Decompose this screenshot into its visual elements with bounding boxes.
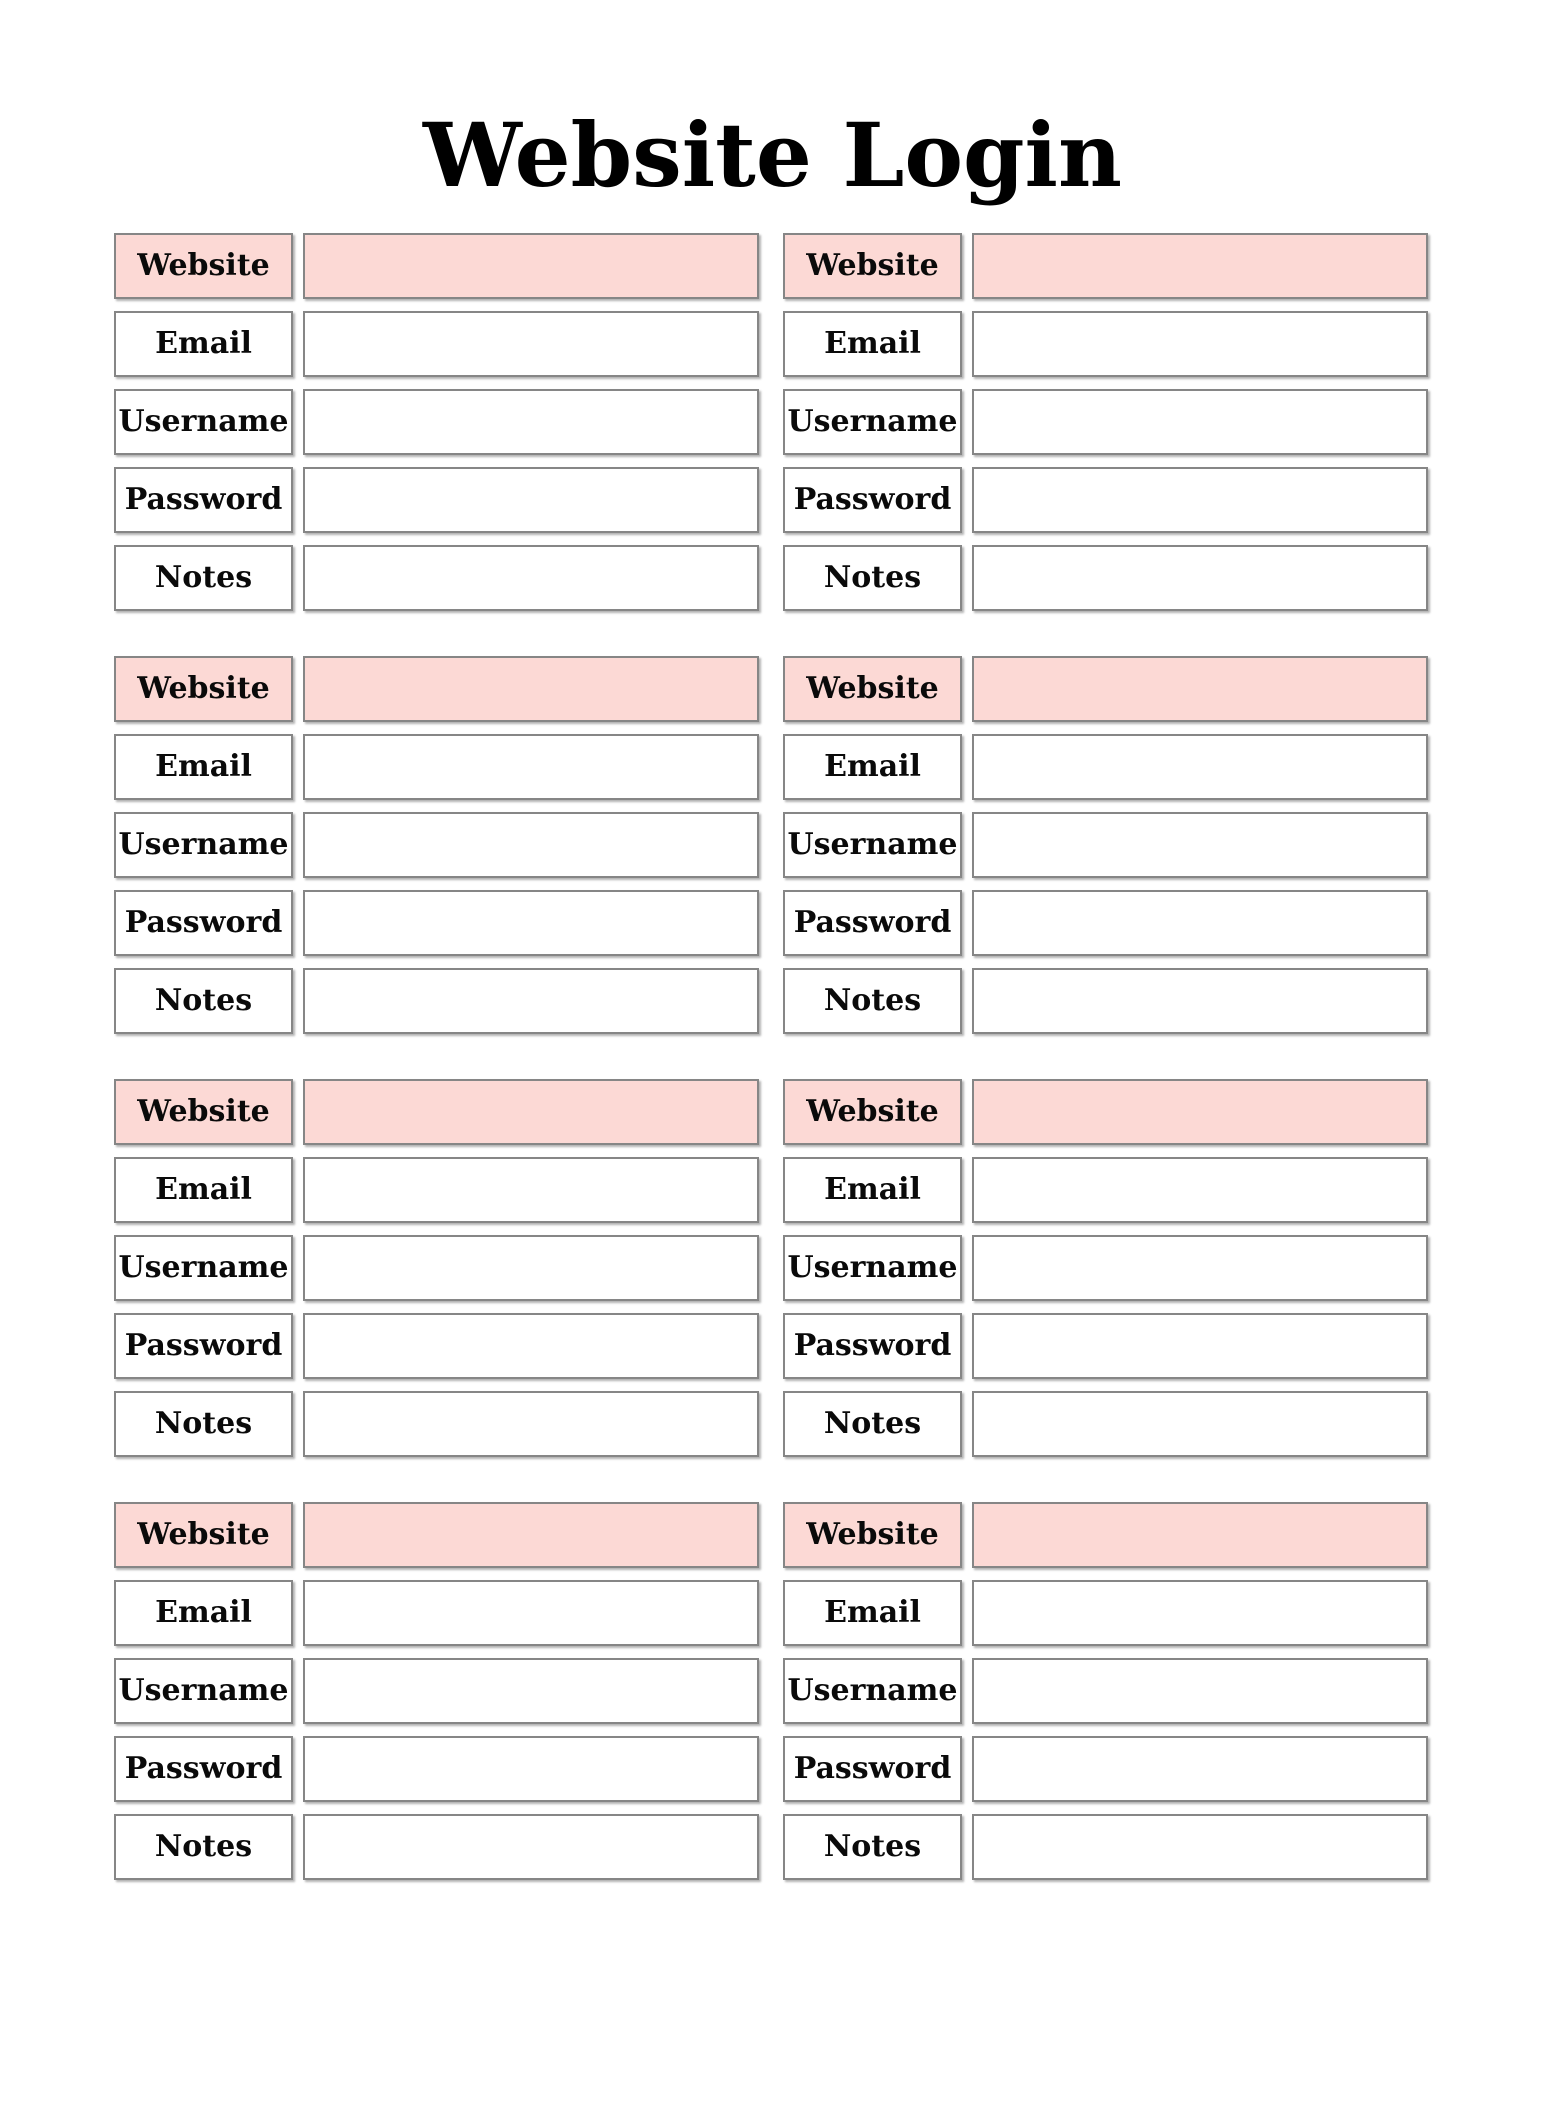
notes-input[interactable] [972, 968, 1428, 1034]
email-input[interactable] [303, 1157, 759, 1223]
website-input[interactable] [972, 233, 1428, 299]
password-input[interactable] [972, 1313, 1428, 1379]
username-label-text: Username [787, 1673, 958, 1709]
website-field-row [114, 1079, 759, 1145]
username-label-text: Username [118, 827, 289, 863]
email-field-row [114, 734, 759, 800]
username-input[interactable] [303, 812, 759, 878]
password-input[interactable] [303, 1313, 759, 1379]
website-input[interactable] [303, 1079, 759, 1145]
website-label [783, 233, 962, 299]
notes-field-row [114, 545, 759, 611]
website-field-row [783, 233, 1428, 299]
password-field-row [783, 1313, 1428, 1379]
notes-input[interactable] [303, 968, 759, 1034]
website-label-text: Website [806, 1517, 939, 1553]
website-input[interactable] [972, 656, 1428, 722]
login-entry-block [783, 656, 1428, 1034]
email-input[interactable] [972, 1580, 1428, 1646]
website-label [114, 233, 293, 299]
username-label-text: Username [118, 404, 289, 440]
website-field-row [114, 233, 759, 299]
password-label [783, 890, 962, 956]
username-label [783, 389, 962, 455]
login-entry-block [783, 1079, 1428, 1457]
username-input[interactable] [972, 389, 1428, 455]
notes-label-text: Notes [823, 983, 922, 1019]
login-entry-block [114, 233, 759, 611]
password-label-text: Password [793, 1328, 952, 1364]
website-field-row [783, 1502, 1428, 1568]
password-field-row [114, 467, 759, 533]
notes-label-text: Notes [823, 1406, 922, 1442]
password-input[interactable] [303, 1736, 759, 1802]
notes-label-text: Notes [154, 1829, 253, 1865]
username-input[interactable] [303, 1658, 759, 1724]
password-label [783, 1736, 962, 1802]
username-label [783, 812, 962, 878]
notes-label-text: Notes [154, 1406, 253, 1442]
password-label-text: Password [793, 482, 952, 518]
password-field-row [783, 467, 1428, 533]
notes-input[interactable] [972, 1814, 1428, 1880]
email-label [783, 734, 962, 800]
page-title: Website Login [423, 103, 1122, 207]
notes-input[interactable] [303, 1814, 759, 1880]
notes-field-row [783, 1814, 1428, 1880]
notes-input[interactable] [303, 545, 759, 611]
notes-label [783, 545, 962, 611]
notes-label [114, 545, 293, 611]
email-input[interactable] [303, 734, 759, 800]
password-label [114, 890, 293, 956]
password-label [783, 1313, 962, 1379]
email-label [114, 734, 293, 800]
email-field-row [114, 1580, 759, 1646]
notes-field-row [783, 545, 1428, 611]
username-field-row [783, 812, 1428, 878]
password-field-row [114, 890, 759, 956]
email-label [783, 1580, 962, 1646]
website-label [783, 656, 962, 722]
username-input[interactable] [972, 812, 1428, 878]
email-label-text: Email [824, 749, 921, 785]
email-input[interactable] [972, 311, 1428, 377]
username-label [114, 389, 293, 455]
notes-field-row [114, 968, 759, 1034]
username-label-text: Username [787, 404, 958, 440]
username-field-row [783, 1658, 1428, 1724]
notes-field-row [783, 968, 1428, 1034]
notes-label [783, 1391, 962, 1457]
password-label-text: Password [124, 482, 283, 518]
username-field-row [114, 1658, 759, 1724]
notes-label [114, 968, 293, 1034]
password-label [114, 1313, 293, 1379]
website-label-text: Website [137, 1517, 270, 1553]
username-field-row [783, 1235, 1428, 1301]
website-field-row [783, 1079, 1428, 1145]
website-field-row [114, 1502, 759, 1568]
password-label-text: Password [124, 905, 283, 941]
email-label-text: Email [155, 749, 252, 785]
email-field-row [783, 734, 1428, 800]
email-label-text: Email [824, 1172, 921, 1208]
email-label-text: Email [155, 1595, 252, 1631]
website-input[interactable] [303, 1502, 759, 1568]
username-input[interactable] [303, 1235, 759, 1301]
email-field-row [783, 1157, 1428, 1223]
email-input[interactable] [972, 1157, 1428, 1223]
username-field-row [114, 812, 759, 878]
email-label [114, 1580, 293, 1646]
website-field-row [783, 656, 1428, 722]
username-label [114, 812, 293, 878]
password-input[interactable] [972, 1736, 1428, 1802]
email-input[interactable] [972, 734, 1428, 800]
password-input[interactable] [972, 467, 1428, 533]
username-label [114, 1235, 293, 1301]
username-input[interactable] [972, 1235, 1428, 1301]
login-entry-block [783, 233, 1428, 611]
website-label-text: Website [806, 1094, 939, 1130]
email-input[interactable] [303, 311, 759, 377]
password-input[interactable] [972, 890, 1428, 956]
email-label-text: Email [155, 1172, 252, 1208]
email-field-row [114, 1157, 759, 1223]
password-label [783, 467, 962, 533]
username-label-text: Username [787, 827, 958, 863]
email-label-text: Email [824, 326, 921, 362]
username-label [783, 1235, 962, 1301]
website-label-text: Website [806, 671, 939, 707]
email-input[interactable] [303, 1580, 759, 1646]
password-label [114, 1736, 293, 1802]
password-label-text: Password [124, 1328, 283, 1364]
website-input[interactable] [972, 1502, 1428, 1568]
website-label-text: Website [137, 1094, 270, 1130]
password-field-row [114, 1736, 759, 1802]
password-label-text: Password [793, 1751, 952, 1787]
email-field-row [783, 311, 1428, 377]
website-input[interactable] [303, 656, 759, 722]
email-field-row [783, 1580, 1428, 1646]
username-field-row [114, 1235, 759, 1301]
email-label-text: Email [824, 1595, 921, 1631]
website-label-text: Website [137, 248, 270, 284]
username-input[interactable] [303, 389, 759, 455]
login-form-grid [114, 233, 1428, 1880]
email-field-row [114, 311, 759, 377]
password-label-text: Password [124, 1751, 283, 1787]
username-label-text: Username [787, 1250, 958, 1286]
notes-label-text: Notes [154, 983, 253, 1019]
login-entry-block [783, 1502, 1428, 1880]
website-label [114, 656, 293, 722]
username-field-row [114, 389, 759, 455]
notes-input[interactable] [972, 1391, 1428, 1457]
login-entry-block [114, 1502, 759, 1880]
website-input[interactable] [303, 233, 759, 299]
username-label [114, 1658, 293, 1724]
notes-input[interactable] [972, 545, 1428, 611]
website-label-text: Website [137, 671, 270, 707]
password-input[interactable] [303, 890, 759, 956]
email-label [114, 1157, 293, 1223]
password-input[interactable] [303, 467, 759, 533]
website-label [783, 1079, 962, 1145]
username-label-text: Username [118, 1250, 289, 1286]
notes-field-row [114, 1814, 759, 1880]
password-field-row [114, 1313, 759, 1379]
website-field-row [114, 656, 759, 722]
password-label [114, 467, 293, 533]
website-input[interactable] [972, 1079, 1428, 1145]
notes-label-text: Notes [823, 560, 922, 596]
password-label-text: Password [793, 905, 952, 941]
website-label [114, 1502, 293, 1568]
website-label-text: Website [806, 248, 939, 284]
password-field-row [783, 1736, 1428, 1802]
website-label [114, 1079, 293, 1145]
email-label [783, 1157, 962, 1223]
notes-label-text: Notes [823, 1829, 922, 1865]
notes-input[interactable] [303, 1391, 759, 1457]
email-label [783, 311, 962, 377]
username-label [783, 1658, 962, 1724]
notes-field-row [783, 1391, 1428, 1457]
notes-field-row [114, 1391, 759, 1457]
website-label [783, 1502, 962, 1568]
notes-label [783, 1814, 962, 1880]
login-entry-block [114, 1079, 759, 1457]
username-field-row [783, 389, 1428, 455]
username-input[interactable] [972, 1658, 1428, 1724]
login-entry-block [114, 656, 759, 1034]
username-label-text: Username [118, 1673, 289, 1709]
email-label [114, 311, 293, 377]
notes-label [114, 1391, 293, 1457]
password-field-row [783, 890, 1428, 956]
notes-label-text: Notes [154, 560, 253, 596]
notes-label [783, 968, 962, 1034]
email-label-text: Email [155, 326, 252, 362]
notes-label [114, 1814, 293, 1880]
